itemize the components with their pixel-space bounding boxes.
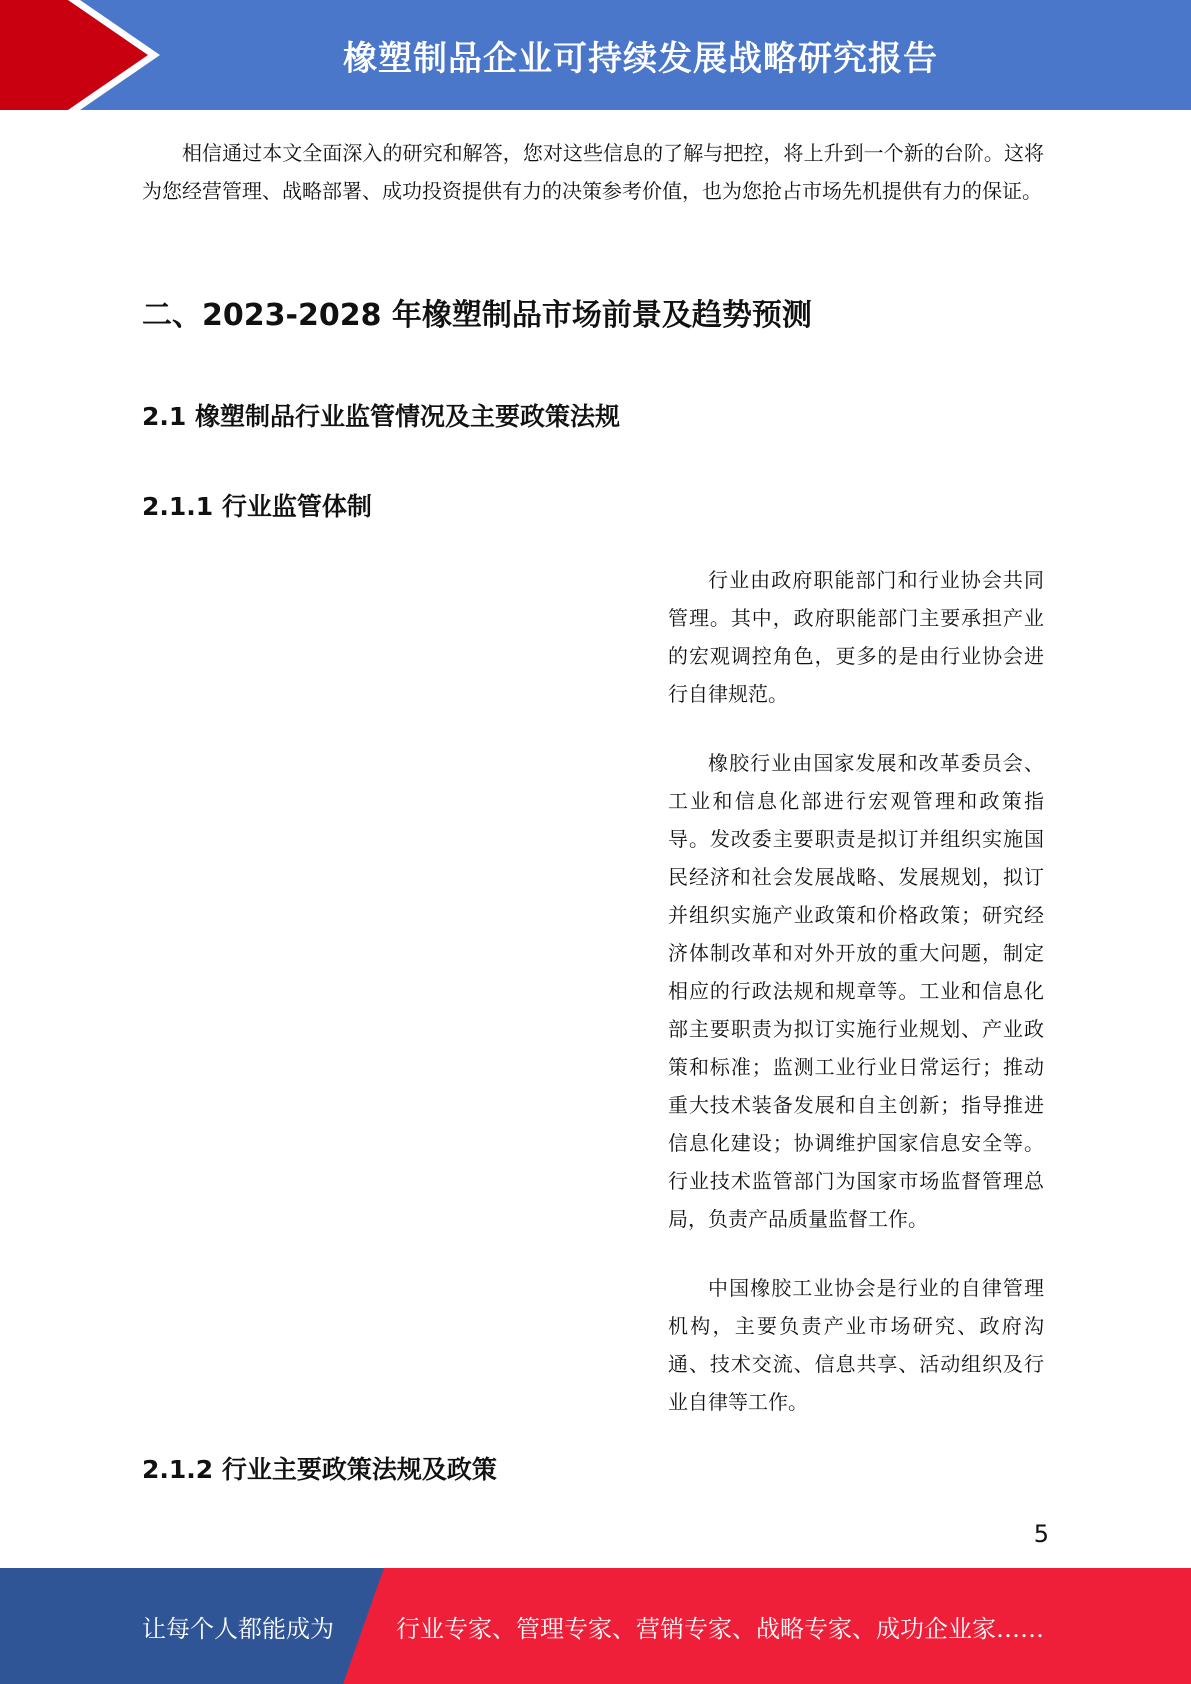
report-title: 橡塑制品企业可持续发展战略研究报告 bbox=[343, 38, 938, 79]
footer-slogan-right: 行业专家、管理专家、营销专家、战略专家、成功企业家…… bbox=[396, 1614, 1044, 1643]
section-heading-2: 二、2023-2028 年橡塑制品市场前景及趋势预测 bbox=[142, 298, 812, 333]
header-band bbox=[0, 0, 1191, 110]
intro-block bbox=[142, 134, 1044, 210]
supervision-text-column bbox=[668, 561, 1044, 1452]
intro-paragraph: 相信通过本文全面深入的研究和解答，您对这些信息的了解与把控，将上升到一个新的台阶。这将为您经营管理、战略部署、成功投资提供有力的决策参考价值，也为您抢占市场先机提供有力的保证。 bbox=[142, 141, 1044, 203]
side-paragraph-2: 橡胶行业由国家发展和改革委员会、工业和信息化部进行宏观管理和政策指导。发改委主要职责是拟订并组织实施国民经济和社会发展战略、发展规划，拟订并组织实施产业政策和价格政策；研究经济体制改革和对外开放的重大问题，制定相应的行政法规和规章等。工业和信息化部主要职责为拟订实施行业规划、产业政策和标准；监测工业行业日常运行；推动重大技术装备发展和自主创新；指导推进信息化建设；协调维护国家信息安全等。行业技术监管部门为国家市场监督管理总局，负责产品质量监督工作。 bbox=[668, 751, 1044, 1231]
footer-band bbox=[0, 1568, 1191, 1684]
header-red-block bbox=[0, 0, 148, 110]
header-arrow-icon bbox=[0, 0, 160, 110]
subsection-heading-2-1-1: 2.1.1 行业监管体制 bbox=[142, 492, 372, 521]
side-paragraph-3: 中国橡胶工业协会是行业的自律管理机构，主要负责产业市场研究、政府沟通、技术交流、信息共享、活动组织及行业自律等工作。 bbox=[668, 1276, 1044, 1414]
subsection-heading-2-1-2: 2.1.2 行业主要政策法规及政策 bbox=[142, 1455, 497, 1484]
page-number: 5 bbox=[1033, 1520, 1049, 1548]
footer-slogan-left: 让每个人都能成为 bbox=[142, 1614, 334, 1643]
side-paragraph-1: 行业由政府职能部门和行业协会共同管理。其中，政府职能部门主要承担产业的宏观调控角色，更多的是由行业协会进行自律规范。 bbox=[668, 568, 1044, 706]
subsection-heading-2-1: 2.1 橡塑制品行业监管情况及主要政策法规 bbox=[142, 402, 620, 431]
